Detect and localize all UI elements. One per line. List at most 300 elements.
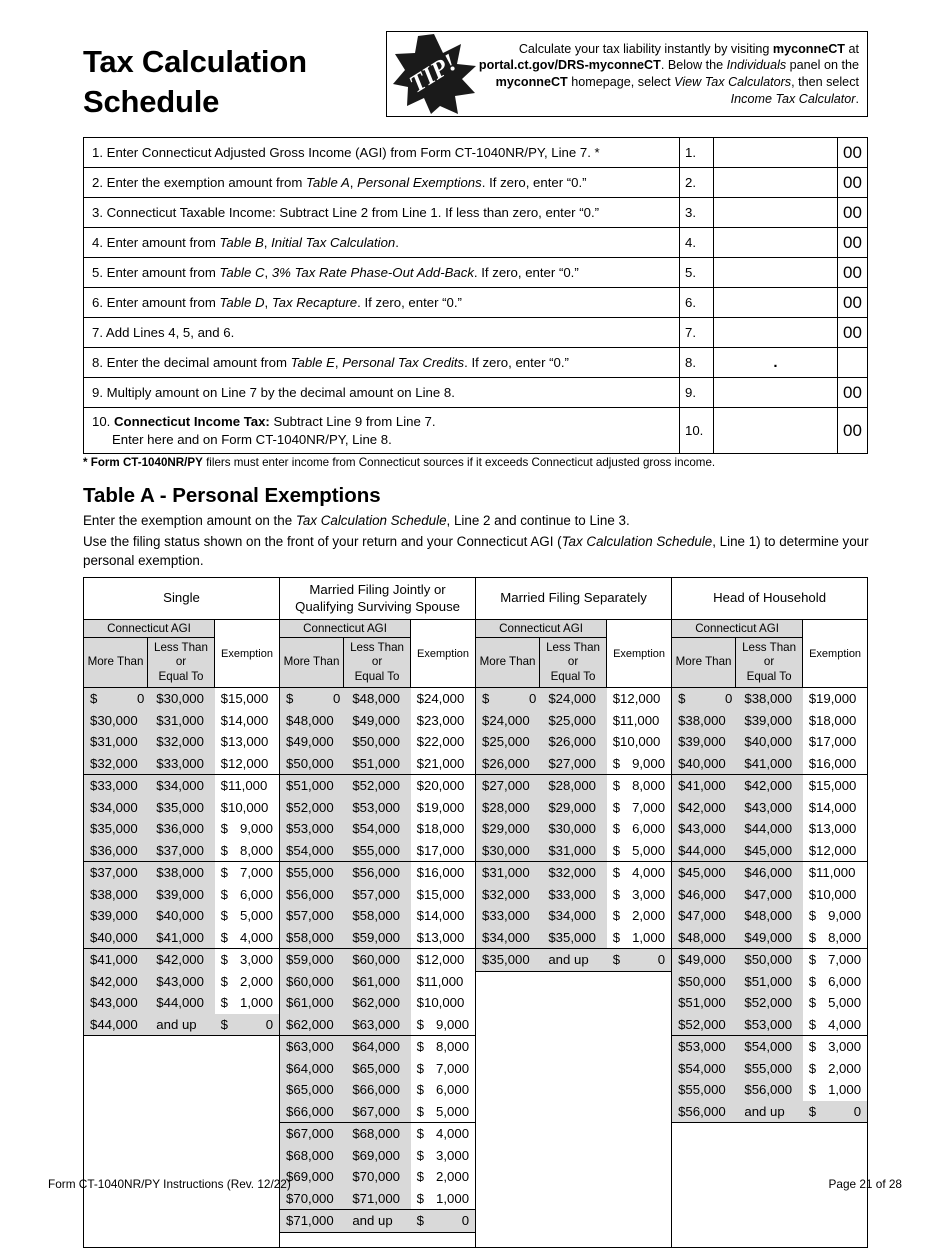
table-a-bracket-row xyxy=(672,731,867,753)
table-a-more-than-heading: More Than xyxy=(84,638,148,688)
table-a-less-than-value: $41,000 xyxy=(150,927,214,949)
table-a-more-than-value: $66,000 xyxy=(280,1101,346,1123)
table-a-exemption-value: $ 7,000 xyxy=(416,1060,470,1076)
calc-row-number: 4. xyxy=(680,228,714,258)
table-a-exemption-value: $19,000 xyxy=(808,691,857,706)
table-a-less-than-value: and up xyxy=(542,949,606,972)
table-a-bracket-row xyxy=(476,884,671,906)
page-title-line2: Schedule xyxy=(83,84,220,120)
calc-row-description: 7. Add Lines 4, 5, and 6. xyxy=(84,318,680,348)
table-a-more-than-value: $47,000 xyxy=(672,905,738,927)
table-a-less-than-value: $51,000 xyxy=(346,753,410,775)
table-a-more-than-value: $56,000 xyxy=(672,1101,738,1123)
table-a-less-than-value: $25,000 xyxy=(542,710,606,732)
table-a-less-than-value: $43,000 xyxy=(150,971,214,993)
table-a-exemption-value: $ 3,000 xyxy=(612,886,666,902)
table-a-exemption-value: $ 1,000 xyxy=(411,1188,475,1210)
table-a-bracket-row xyxy=(280,862,475,884)
table-a-less-than-value: $45,000 xyxy=(738,840,802,862)
table-a-less-than-value: $26,000 xyxy=(542,731,606,753)
calc-row-number: 6. xyxy=(680,288,714,318)
table-a-bracket-row xyxy=(476,797,671,819)
tax-calculation-schedule-table xyxy=(83,137,868,454)
table-a-less-than-value: $66,000 xyxy=(346,1079,410,1101)
table-a-bracket-row xyxy=(280,992,475,1014)
table-a-bracket-row xyxy=(672,775,867,797)
table-a-bracket-row xyxy=(672,710,867,732)
table-a-exemption-value: $11,000 xyxy=(416,973,464,989)
table-a-more-than-value: $33,000 xyxy=(476,905,542,927)
table-a-exemption-value: $ 5,000 xyxy=(411,1101,475,1123)
table-a-bracket-row xyxy=(84,818,279,840)
table-a-bracket-row xyxy=(672,1079,867,1101)
table-a-more-than-value: $31,000 xyxy=(476,862,542,884)
calc-schedule-row xyxy=(84,378,868,408)
table-a-bracket-row xyxy=(672,905,867,927)
table-a-less-than-value: $40,000 xyxy=(738,731,802,753)
table-a-more-than-value: $30,000 xyxy=(84,710,150,732)
calc-schedule-row xyxy=(84,138,868,168)
table-a-more-than-value: $34,000 xyxy=(476,927,542,949)
table-a-more-than-value: $32,000 xyxy=(476,884,542,906)
table-a-more-than-value: $43,000 xyxy=(84,992,150,1014)
table-a-bracket-row xyxy=(672,688,867,710)
table-a-body xyxy=(84,688,868,1248)
table-a-bracket-row xyxy=(672,884,867,906)
table-a-less-than-value: $30,000 xyxy=(542,818,606,840)
calc-row-amount-input[interactable] xyxy=(714,198,838,228)
calc-row-cents: 00 xyxy=(838,168,868,198)
calc-row-amount-input[interactable]: . xyxy=(714,348,838,378)
table-a-exemption-heading: Exemption xyxy=(215,620,280,688)
calc-schedule-row xyxy=(84,318,868,348)
table-a-more-than-value: $27,000 xyxy=(476,775,542,797)
table-a-more-than-value: $ 0 xyxy=(672,688,738,710)
table-a-bracket-row xyxy=(672,927,867,949)
table-a-more-than-value: $40,000 xyxy=(84,927,150,949)
table-a-bracket-row xyxy=(280,1058,475,1080)
table-a-less-than-value: $48,000 xyxy=(738,905,802,927)
table-a-less-than-value: $65,000 xyxy=(346,1058,410,1080)
calc-row-description: 10. Connecticut Income Tax: Subtract Line 9 from Line 7. Enter here and on Form CT-1040NR/PY, Line 8. xyxy=(84,408,680,454)
table-a-more-than-value: $48,000 xyxy=(280,710,346,732)
table-a-bracket-row xyxy=(476,775,671,797)
table-a-exemption-value: $ 9,000 xyxy=(220,821,274,836)
table-a-bracket-row xyxy=(280,905,475,927)
table-a-bracket-row xyxy=(84,949,279,971)
table-a-bracket-row xyxy=(280,710,475,732)
table-a-less-than-value: and up xyxy=(738,1101,802,1123)
table-a-bracket-row xyxy=(280,1101,475,1123)
table-a-exemption-value: $ 8,000 xyxy=(215,840,279,862)
table-a-exemption-value: $20,000 xyxy=(416,778,465,793)
table-a-more-than-value: $24,000 xyxy=(476,710,542,732)
table-a-more-than-heading: More Than xyxy=(476,638,540,688)
table-a-less-than-value: $30,000 xyxy=(150,688,214,710)
calc-row-number: 5. xyxy=(680,258,714,288)
table-a-exemption-value: $ 3,000 xyxy=(416,1147,470,1163)
table-a-more-than-value: $30,000 xyxy=(476,840,542,862)
table-a-exemption-value: $ 2,000 xyxy=(612,908,666,923)
table-a-exemption-value: $15,000 xyxy=(220,691,269,706)
table-a-less-than-value: $33,000 xyxy=(150,753,214,775)
table-a-more-than-value: $40,000 xyxy=(672,753,738,775)
table-a-more-than-value: $45,000 xyxy=(672,862,738,884)
table-a-less-than-value: $39,000 xyxy=(738,710,802,732)
table-a-exemption-heading: Exemption xyxy=(803,620,868,688)
table-a-bracket-row xyxy=(280,840,475,862)
calc-row-amount-input[interactable] xyxy=(714,408,838,454)
table-a-group-heading-row xyxy=(84,578,868,620)
table-a-more-than-value: $50,000 xyxy=(672,971,738,993)
table-a-more-than-value: $60,000 xyxy=(280,971,346,993)
calc-row-amount-input[interactable] xyxy=(714,378,838,408)
table-a-more-than-value: $52,000 xyxy=(672,1014,738,1036)
table-a-less-than-value: $27,000 xyxy=(542,753,606,775)
table-a-bracket-row xyxy=(84,688,279,710)
table-a-exemption-value: $ 5,000 xyxy=(808,995,862,1010)
table-a-more-than-value: $25,000 xyxy=(476,731,542,753)
table-a-more-than-value: $26,000 xyxy=(476,753,542,775)
table-a-less-than-value: $60,000 xyxy=(346,949,410,971)
table-a-bracket-row xyxy=(280,797,475,819)
table-a-bracket-row xyxy=(672,840,867,862)
table-a-filing-status-heading: Single xyxy=(84,578,280,620)
calc-row-number: 1. xyxy=(680,138,714,168)
calc-schedule-footnote: * Form CT-1040NR/PY filers must enter income from Connecticut sources if it exceeds Connecticut adjusted gross income. xyxy=(83,456,716,469)
table-a-exemption-heading: Exemption xyxy=(411,620,476,688)
table-a-more-than-value: $63,000 xyxy=(280,1036,346,1058)
table-a-exemption-value: $ 0 xyxy=(411,1210,475,1233)
table-a-bracket-row xyxy=(280,884,475,906)
table-a-bracket-row xyxy=(84,753,279,775)
table-a-bracket-row xyxy=(280,775,475,797)
table-a-exemption-value: $ 1,000 xyxy=(220,995,274,1010)
table-a-more-than-value: $34,000 xyxy=(84,797,150,819)
table-a-exemption-value: $ 7,000 xyxy=(220,865,274,880)
table-a-bracket-row xyxy=(476,688,671,710)
table-a-exemption-value: $21,000 xyxy=(411,753,475,775)
table-a-bracket-row xyxy=(280,1036,475,1058)
table-a-agi-heading: Connecticut AGI xyxy=(84,620,215,638)
table-a-exemption-value: $12,000 xyxy=(215,753,279,775)
table-a-exemption-value: $19,000 xyxy=(416,799,465,815)
table-a-bracket-row xyxy=(280,1123,475,1145)
table-a-intro-1: Enter the exemption amount on the Tax Calculation Schedule, Line 2 and continue to Line 3. xyxy=(83,513,630,528)
table-a-less-than-value: $31,000 xyxy=(150,710,214,732)
table-a-exemption-value: $ 8,000 xyxy=(803,927,867,949)
calc-row-number: 8. xyxy=(680,348,714,378)
calc-row-amount-input[interactable] xyxy=(714,288,838,318)
calc-row-number: 2. xyxy=(680,168,714,198)
table-a-exemption-value: $ 6,000 xyxy=(416,1082,470,1097)
table-a-less-than-value: and up xyxy=(346,1210,410,1233)
table-a-less-than-value: $24,000 xyxy=(542,688,606,710)
table-a-more-than-value: $69,000 xyxy=(280,1166,346,1188)
table-a-less-than-value: $59,000 xyxy=(346,927,410,949)
table-a-bracket-row xyxy=(672,971,867,993)
table-a-bracket-row xyxy=(280,927,475,949)
table-a-more-than-value: $62,000 xyxy=(280,1014,346,1036)
table-a-less-than-value: $40,000 xyxy=(150,905,214,927)
tip-icon-label: TIP! xyxy=(404,49,462,99)
table-a-less-than-heading: Less Than or Equal To xyxy=(148,638,215,688)
table-a-bracket-row xyxy=(476,818,671,840)
table-a-less-than-value: $28,000 xyxy=(542,775,606,797)
table-a-less-than-value: $42,000 xyxy=(738,775,802,797)
table-a-exemption-value: $22,000 xyxy=(416,734,465,749)
table-a-less-than-value: $54,000 xyxy=(346,818,410,840)
table-a-bracket-row xyxy=(84,971,279,993)
table-a-bracket-row xyxy=(672,753,867,775)
calc-row-number: 3. xyxy=(680,198,714,228)
table-a-less-than-value: $71,000 xyxy=(346,1188,410,1210)
table-a-exemption-value: $ 7,000 xyxy=(612,799,666,815)
table-a-less-than-value: $32,000 xyxy=(150,731,214,753)
table-a-exemption-value: $ 7,000 xyxy=(808,952,862,967)
table-a-less-than-value: $53,000 xyxy=(346,797,410,819)
calc-schedule-body xyxy=(84,138,868,454)
table-a-exemption-value: $ 6,000 xyxy=(612,821,666,836)
table-a-bracket-row xyxy=(84,884,279,906)
table-a-exemption-value: $ 4,000 xyxy=(612,865,666,880)
table-a-bracket-row xyxy=(280,818,475,840)
table-a-more-than-value: $44,000 xyxy=(672,840,738,862)
table-a-filing-status-heading: Married Filing Jointly or Qualifying Surviving Spouse xyxy=(280,578,476,620)
table-a-bracket-row xyxy=(672,862,867,884)
table-a-filing-status-heading: Head of Household xyxy=(672,578,868,620)
table-a-exemption-value: $11,000 xyxy=(808,865,856,880)
table-a-less-than-value: $39,000 xyxy=(150,884,214,906)
table-a-more-than-value: $39,000 xyxy=(672,731,738,753)
table-a-bracket-row xyxy=(476,840,671,862)
calc-row-description: 5. Enter amount from Table C, 3% Tax Rate Phase-Out Add-Back. If zero, enter “0.” xyxy=(84,258,680,288)
table-a-less-than-value: $52,000 xyxy=(346,775,410,797)
calc-row-cents: 00 xyxy=(838,198,868,228)
table-a-exemption-value: $13,000 xyxy=(808,821,857,836)
table-a-agi-heading: Connecticut AGI xyxy=(476,620,607,638)
table-a-exemption-value: $13,000 xyxy=(220,734,269,749)
table-a-exemption-value: $14,000 xyxy=(808,799,857,815)
table-a-exemption-value: $24,000 xyxy=(416,691,465,706)
table-a-exemption-value: $12,000 xyxy=(612,691,661,706)
tip-callout-box xyxy=(386,31,868,117)
calc-schedule-row xyxy=(84,228,868,258)
table-a-bracket-row xyxy=(672,949,867,971)
table-a-exemption-value: $ 0 xyxy=(215,1014,279,1036)
table-a-bracket-row xyxy=(476,753,671,775)
table-a-more-than-value: $61,000 xyxy=(280,992,346,1014)
table-a-less-than-value: $50,000 xyxy=(738,949,802,971)
table-a-agi-heading-row xyxy=(84,620,868,638)
table-a-more-than-value: $51,000 xyxy=(672,992,738,1014)
table-a-less-than-value: $34,000 xyxy=(542,905,606,927)
table-a-less-than-value: $41,000 xyxy=(738,753,802,775)
table-a-exemption-value: $ 9,000 xyxy=(808,908,862,923)
table-a-bracket-row xyxy=(280,753,475,775)
table-a-bracket-row xyxy=(84,775,279,797)
table-a-bracket-row xyxy=(280,1166,475,1188)
table-a-more-than-value: $55,000 xyxy=(672,1079,738,1101)
table-a-less-than-value: $61,000 xyxy=(346,971,410,993)
table-a-less-than-value: $31,000 xyxy=(542,840,606,862)
table-a-exemption-value: $10,000 xyxy=(612,734,661,749)
tip-text: Calculate your tax liability instantly by visiting myconneCT at portal.ct.gov/DRS-myconneCT. Below the Individuals panel on the myconneCT homepage, select View Tax Calculators, then select Income Tax Calculator. xyxy=(478,41,859,106)
calc-row-number: 10. xyxy=(680,408,714,454)
table-a-more-than-value: $46,000 xyxy=(672,884,738,906)
calc-schedule-row xyxy=(84,348,868,378)
calc-row-amount-input[interactable] xyxy=(714,138,838,168)
table-a-less-than-value: $57,000 xyxy=(346,884,410,906)
table-a-bracket-row xyxy=(84,905,279,927)
table-a-bracket-row xyxy=(476,710,671,732)
calc-row-amount-input[interactable] xyxy=(714,228,838,258)
calc-schedule-row xyxy=(84,198,868,228)
table-a-less-than-value: $47,000 xyxy=(738,884,802,906)
table-a-bracket-row xyxy=(476,862,671,884)
table-a-bracket-row xyxy=(280,1210,475,1233)
table-a-bracket-row xyxy=(476,731,671,753)
table-a-more-than-value: $35,000 xyxy=(476,949,542,972)
page-title xyxy=(83,42,383,123)
calc-row-number: 9. xyxy=(680,378,714,408)
table-a-more-than-value: $32,000 xyxy=(84,753,150,775)
table-a-more-than-value: $54,000 xyxy=(280,840,346,862)
table-a-less-than-value: $70,000 xyxy=(346,1166,410,1188)
table-a-bracket-row xyxy=(672,1101,867,1123)
table-a-more-than-value: $49,000 xyxy=(672,949,738,971)
table-a-bracket-row xyxy=(280,1014,475,1036)
table-a-bracket-row xyxy=(84,840,279,862)
table-a-exemption-value: $ 6,000 xyxy=(220,886,274,902)
table-a-more-than-value: $58,000 xyxy=(280,927,346,949)
table-a-bracket-row xyxy=(280,1079,475,1101)
table-a-less-than-value: $35,000 xyxy=(542,927,606,949)
table-a-less-than-value: $55,000 xyxy=(738,1058,802,1080)
table-a-more-than-value: $41,000 xyxy=(84,949,150,971)
page-title-line1: Tax Calculation xyxy=(83,44,307,79)
calc-row-amount-input[interactable] xyxy=(714,168,838,198)
table-a-data-row xyxy=(84,688,868,1248)
table-a-exemption-value: $ 9,000 xyxy=(411,1014,475,1036)
table-a-more-than-value: $28,000 xyxy=(476,797,542,819)
table-a-bracket-group xyxy=(672,688,868,1248)
table-a-exemption-value: $13,000 xyxy=(411,927,475,949)
table-a-more-than-value: $70,000 xyxy=(280,1188,346,1210)
tip-starburst-icon xyxy=(391,32,477,116)
table-a-bracket-row xyxy=(672,797,867,819)
calc-row-description: 8. Enter the decimal amount from Table E, Personal Tax Credits. If zero, enter “0.” xyxy=(84,348,680,378)
table-a-more-than-value: $53,000 xyxy=(280,818,346,840)
table-a-less-than-value: $62,000 xyxy=(346,992,410,1014)
table-a-exemption-value: $ 5,000 xyxy=(607,840,671,862)
table-a-exemption-value: $17,000 xyxy=(808,734,857,749)
table-a-exemption-value: $ 3,000 xyxy=(808,1039,862,1054)
table-a-bracket-row xyxy=(84,1014,279,1036)
table-a-more-than-value: $65,000 xyxy=(280,1079,346,1101)
calc-schedule-row xyxy=(84,168,868,198)
table-a-bracket-group xyxy=(84,688,280,1248)
table-a-subheading-row xyxy=(84,638,868,688)
table-a-bracket-row xyxy=(672,1058,867,1080)
table-a-less-than-value: $49,000 xyxy=(738,927,802,949)
table-a-bracket-row xyxy=(280,1188,475,1210)
table-a-bracket-row xyxy=(280,688,475,710)
table-a-exemption-value: $10,000 xyxy=(808,886,857,902)
table-a-bracket-row xyxy=(280,949,475,971)
table-a-less-than-value: $68,000 xyxy=(346,1123,410,1145)
table-a-exemption-value: $ 0 xyxy=(803,1101,867,1123)
table-a-less-than-value: $54,000 xyxy=(738,1036,802,1058)
table-a-exemption-value: $15,000 xyxy=(808,778,857,793)
table-a-less-than-value: $63,000 xyxy=(346,1014,410,1036)
table-a-more-than-value: $57,000 xyxy=(280,905,346,927)
table-a-exemption-value: $ 0 xyxy=(607,949,671,972)
table-a-more-than-value: $ 0 xyxy=(476,688,542,710)
table-a-less-than-value: $29,000 xyxy=(542,797,606,819)
table-a-more-than-heading: More Than xyxy=(672,638,736,688)
table-a-bracket-row xyxy=(280,731,475,753)
table-a-less-than-value: $42,000 xyxy=(150,949,214,971)
table-a-exemption-value: $ 8,000 xyxy=(612,778,666,793)
table-a-less-than-value: and up xyxy=(150,1014,214,1036)
table-a-exemption-value: $14,000 xyxy=(416,908,465,923)
table-a-bracket-row xyxy=(84,797,279,819)
table-a-exemption-value: $12,000 xyxy=(416,952,465,967)
table-a-bracket-row xyxy=(672,1014,867,1036)
table-a-more-than-value: $38,000 xyxy=(672,710,738,732)
table-a-more-than-value: $55,000 xyxy=(280,862,346,884)
table-a-exemption-value: $ 2,000 xyxy=(808,1060,862,1076)
calc-row-cents: 00 xyxy=(838,138,868,168)
table-a-less-than-value: $38,000 xyxy=(150,862,214,884)
table-a-more-than-value: $53,000 xyxy=(672,1036,738,1058)
table-a-less-than-value: $44,000 xyxy=(738,818,802,840)
table-a-more-than-value: $64,000 xyxy=(280,1058,346,1080)
footer-form-id: Form CT-1040NR/PY Instructions (Rev. 12/22) xyxy=(48,1177,291,1191)
table-a-exemption-value: $12,000 xyxy=(803,840,867,862)
table-a-exemption-value: $ 9,000 xyxy=(607,753,671,775)
table-a-exemption-value: $18,000 xyxy=(416,821,465,836)
calc-row-cents: 00 xyxy=(838,408,868,454)
table-a-more-than-value: $36,000 xyxy=(84,840,150,862)
table-a-title: Table A - Personal Exemptions xyxy=(83,484,381,507)
table-a-less-than-value: $36,000 xyxy=(150,818,214,840)
calc-row-amount-input[interactable] xyxy=(714,318,838,348)
table-a-less-than-value: $35,000 xyxy=(150,797,214,819)
calc-row-amount-input[interactable] xyxy=(714,258,838,288)
table-a-bracket-group xyxy=(476,688,672,1248)
table-a-bracket-row xyxy=(476,927,671,949)
table-a-less-than-value: $38,000 xyxy=(738,688,802,710)
table-a-exemption-value: $18,000 xyxy=(808,712,857,728)
table-a-more-than-value: $43,000 xyxy=(672,818,738,840)
table-a-agi-heading: Connecticut AGI xyxy=(672,620,803,638)
table-a-less-than-value: $67,000 xyxy=(346,1101,410,1123)
table-a-exemption-value: $ 1,000 xyxy=(808,1082,862,1097)
table-a-filing-status-heading: Married Filing Separately xyxy=(476,578,672,620)
table-a-less-than-value: $58,000 xyxy=(346,905,410,927)
footer-page-number: Page 21 of 28 xyxy=(828,1177,902,1191)
table-a-less-than-value: $33,000 xyxy=(542,884,606,906)
table-a-less-than-value: $43,000 xyxy=(738,797,802,819)
table-a-less-than-value: $56,000 xyxy=(738,1079,802,1101)
table-a-more-than-value: $37,000 xyxy=(84,862,150,884)
calc-row-cents: 00 xyxy=(838,288,868,318)
table-a-more-than-value: $54,000 xyxy=(672,1058,738,1080)
table-a-less-than-value: $52,000 xyxy=(738,992,802,1014)
table-a-more-than-value: $41,000 xyxy=(672,775,738,797)
